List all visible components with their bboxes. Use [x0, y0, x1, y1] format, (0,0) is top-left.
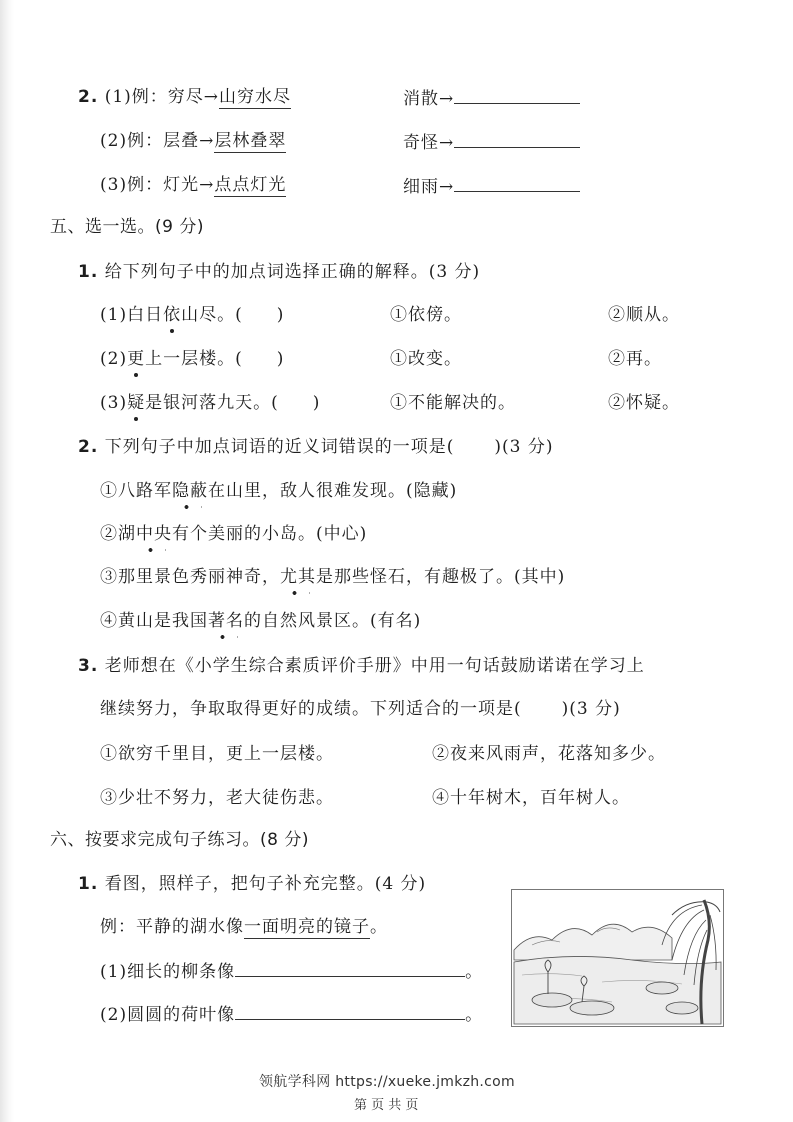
question-text: 老师想在《小学生综合素质评价手册》中用一句话鼓励诺诺在学习上: [104, 656, 645, 676]
s5-q3-opt-2: ②夜来风雨声，花落知多少。: [432, 744, 666, 764]
example-prefix: (1)例：穷尽→: [104, 87, 220, 107]
dotted-word: 著名: [208, 611, 244, 631]
s5-q1-opt1: ①改变。: [390, 349, 462, 369]
question-text: 下列句子中加点词语的近义词错误的一项是(: [104, 437, 455, 457]
s6-item-2: (2)圆圆的荷叶像 。: [100, 1001, 483, 1027]
footer-page: 第 页 共 页: [354, 1098, 419, 1113]
s5-q2-stem: 2. 下列句子中加点词语的近义词错误的一项是( )(3 分): [78, 437, 554, 457]
answer-blank[interactable]: [454, 85, 580, 104]
s5-q3-opt-4: ④十年树木，百年树人。: [432, 788, 630, 808]
question-text: 给下列句子中的加点词选择正确的解释。(3 分): [104, 262, 481, 282]
s6-example: 例：平静的湖水像一面明亮的镜子。: [100, 917, 388, 937]
question-text: 看图，照样子，把句子补充完整。(4 分): [104, 874, 427, 894]
s5-q2-opt-1: ①八路军隐蔽在山里，敌人很难发现。(隐藏): [100, 481, 458, 501]
illustration-svg: [512, 890, 723, 1026]
answer-blank[interactable]: [235, 1001, 465, 1020]
s6-item-1: (1)细长的柳条像 。: [100, 958, 483, 984]
example-answer: 山穷水尽: [219, 87, 292, 107]
s5-q3-opt-1: ①欲穷千里目，更上一层楼。: [100, 744, 334, 764]
example-answer: 点点灯光: [214, 175, 287, 195]
s5-q1-opt2: ②再。: [608, 349, 662, 369]
example-prefix: (2)例：层叠→: [100, 131, 215, 151]
s5-q1-stem: [78, 260, 480, 284]
dotted-word: 尤其: [280, 567, 316, 587]
dotted-word: 更: [127, 349, 146, 369]
s5-q2-opt-3: ③那里景色秀丽神奇，尤其是那些怪石，有趣极了。(其中): [100, 567, 566, 587]
q2-row-1: [78, 85, 291, 109]
section-5-title: 五、选一选。(9 分): [50, 217, 204, 237]
word-prompt: 奇怪→: [403, 133, 455, 153]
s5-q2-opt-4: ④黄山是我国著名的自然风景区。(有名): [100, 611, 422, 631]
section-6-title: 六、按要求完成句子练习。(8 分): [50, 830, 309, 850]
question-number: 3.: [78, 656, 99, 676]
s5-q1-row-2: (2)更上一层楼。( ): [100, 349, 285, 369]
s5-q3-stem-1: [78, 654, 645, 678]
s5-q3-opt-3: ③少壮不努力，老大徒伤悲。: [100, 788, 334, 808]
s5-q1-row-1: (1)白日依山尽。( ): [100, 305, 285, 325]
s5-q1-opt1: ①不能解决的。: [390, 393, 516, 413]
q2-right-3: [403, 173, 580, 199]
dotted-word: 中央: [136, 524, 172, 544]
example-answer: 一面明亮的镜子: [244, 917, 370, 937]
s5-q1-row-3: (3)疑是银河落九天。( ): [100, 393, 321, 413]
question-number: 1.: [78, 874, 99, 894]
s6-q1-stem: [78, 872, 426, 896]
answer-blank[interactable]: [454, 129, 580, 148]
word-prompt: 消散→: [403, 89, 455, 109]
question-number: 1.: [78, 262, 99, 282]
s5-q1-opt2: ②怀疑。: [608, 393, 680, 413]
example-prefix: (3)例：灯光→: [100, 175, 215, 195]
dotted-word: 隐蔽: [172, 481, 208, 501]
answer-blank[interactable]: [235, 958, 465, 977]
dotted-word: 依: [163, 305, 182, 325]
q2-right-1: [403, 85, 580, 111]
question-number: 2.: [78, 87, 99, 107]
s5-q1-opt1: ①依傍。: [390, 305, 462, 325]
question-number: 2.: [78, 437, 99, 457]
footer-site: 领航学科网 https://xueke.jmkzh.com: [259, 1074, 515, 1090]
q2-row-3: [100, 173, 286, 197]
q2-row-2: [100, 129, 286, 153]
scan-edge-shadow: [0, 0, 14, 1122]
q2-right-2: [403, 129, 580, 155]
example-answer: 层林叠翠: [214, 131, 287, 151]
s5-q1-opt2: ②顺从。: [608, 305, 680, 325]
lake-willow-lotus-illustration: [511, 889, 724, 1027]
dotted-word: 疑: [127, 393, 146, 413]
s5-q3-stem-2: 继续努力，争取取得更好的成绩。下列适合的一项是( )(3 分): [100, 699, 621, 719]
s5-q2-opt-2: ②湖中央有个美丽的小岛。(中心): [100, 524, 368, 544]
answer-blank[interactable]: [454, 173, 580, 192]
word-prompt: 细雨→: [403, 177, 455, 197]
